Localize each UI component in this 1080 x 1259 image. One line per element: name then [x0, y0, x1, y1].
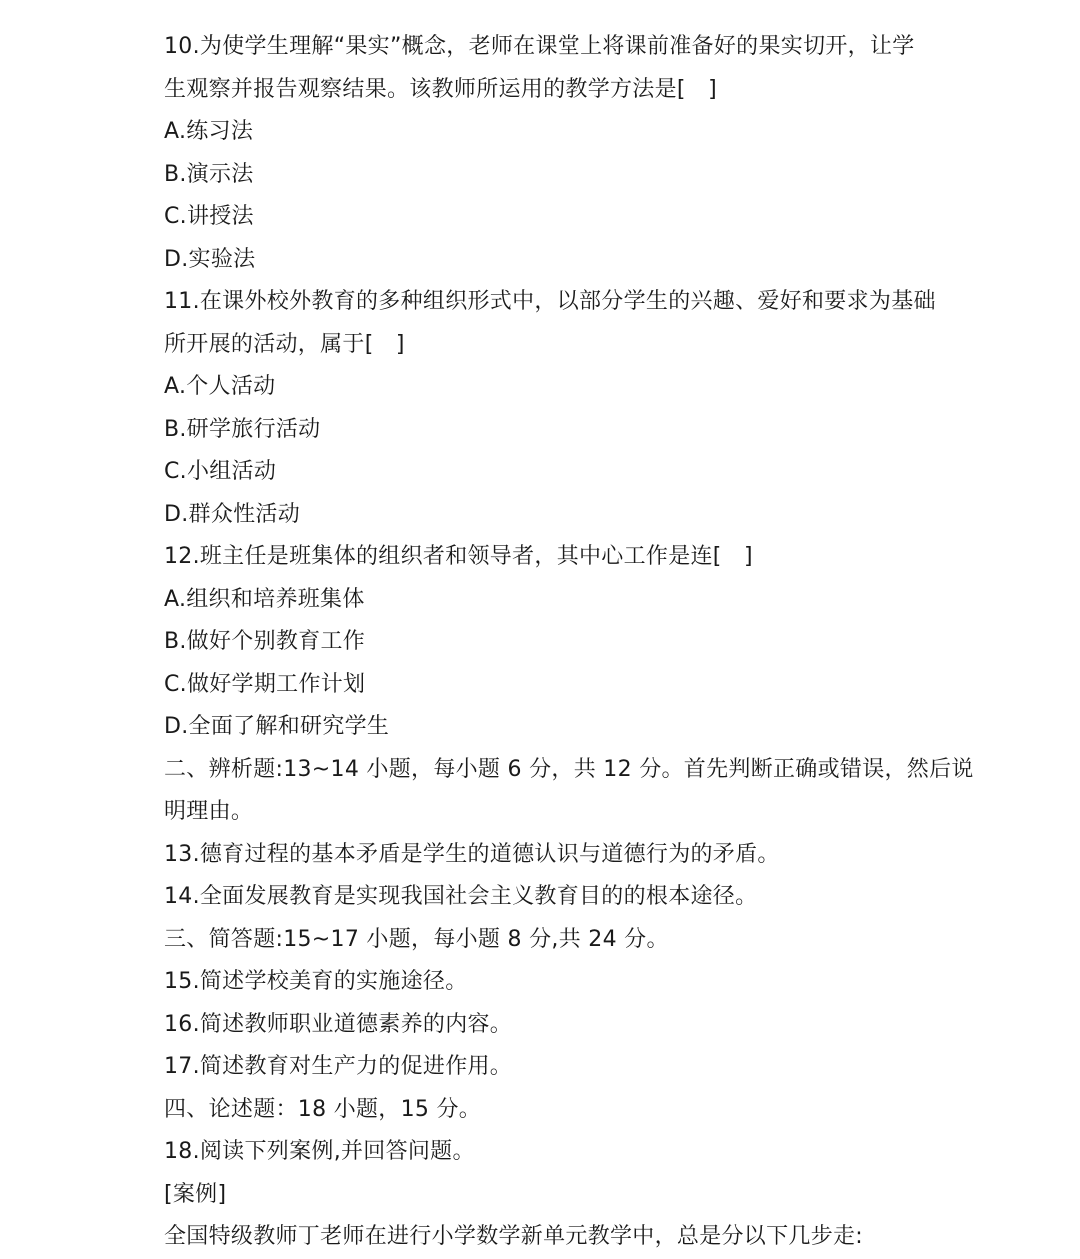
q11-option-a: A.个人活动 — [164, 374, 276, 399]
section-3-heading: 三、简答题:15~17 小题，每小题 8 分,共 24 分。 — [164, 926, 669, 952]
q12-option-d: D.全面了解和研究学生 — [164, 714, 390, 739]
q11-option-d: D.群众性活动 — [164, 501, 301, 527]
exam-text — [164, 26, 974, 1259]
q12-stem: 12.班主任是班集体的组织者和领导者，其中心工作是连[ ] — [164, 544, 753, 569]
q11-stem-line-1: 11.在课外校外教育的多种组织形式中，以部分学生的兴趣、爱好和要求为基础 — [164, 289, 936, 314]
q15: 15.简述学校美育的实施途径。 — [164, 969, 468, 994]
section-2-heading-line-2: 明理由。 — [164, 799, 254, 824]
q10-option-c: C.讲授法 — [164, 204, 254, 229]
q10-stem-line-2: 生观察并报告观察结果。该教师所运用的教学方法是[ ] — [164, 76, 717, 102]
case-label: [案例] — [164, 1181, 227, 1207]
q12-option-b: B.做好个别教育工作 — [164, 629, 366, 654]
q12-option-c: C.做好学期工作计划 — [164, 671, 366, 697]
q11-option-c: C.小组活动 — [164, 459, 277, 484]
q12-option-a: A.组织和培养班集体 — [164, 586, 365, 612]
q11-option-b: B.研学旅行活动 — [164, 416, 321, 442]
q16: 16.简述教师职业道德素养的内容。 — [164, 1011, 513, 1037]
q13: 13.德育过程的基本矛盾是学生的道德认识与道德行为的矛盾。 — [164, 841, 780, 867]
q10-option-d: D.实验法 — [164, 246, 256, 272]
q17: 17.简述教育对生产力的促进作用。 — [164, 1054, 513, 1079]
q18-stem: 18.阅读下列案例,并回答问题。 — [164, 1139, 475, 1164]
q10-option-a: A.练习法 — [164, 119, 254, 144]
q10-option-b: B.演示法 — [164, 161, 254, 187]
q10-stem-line-1: 10.为使学生理解“果实”概念，老师在课堂上将课前准备好的果实切开，让学 — [164, 34, 915, 59]
q11-stem-line-2: 所开展的活动，属于[ ] — [164, 331, 405, 357]
q14: 14.全面发展教育是实现我国社会主义教育目的的根本途径。 — [164, 884, 758, 909]
section-2-heading-line-1: 二、辨析题:13~14 小题，每小题 6 分，共 12 分。首先判断正确或错误，然后说 — [164, 756, 974, 782]
case-text-line-1: 全国特级教师丁老师在进行小学数学新单元教学中，总是分以下几步走: — [164, 1224, 864, 1249]
section-4-heading: 四、论述题：18 小题，15 分。 — [164, 1096, 482, 1122]
